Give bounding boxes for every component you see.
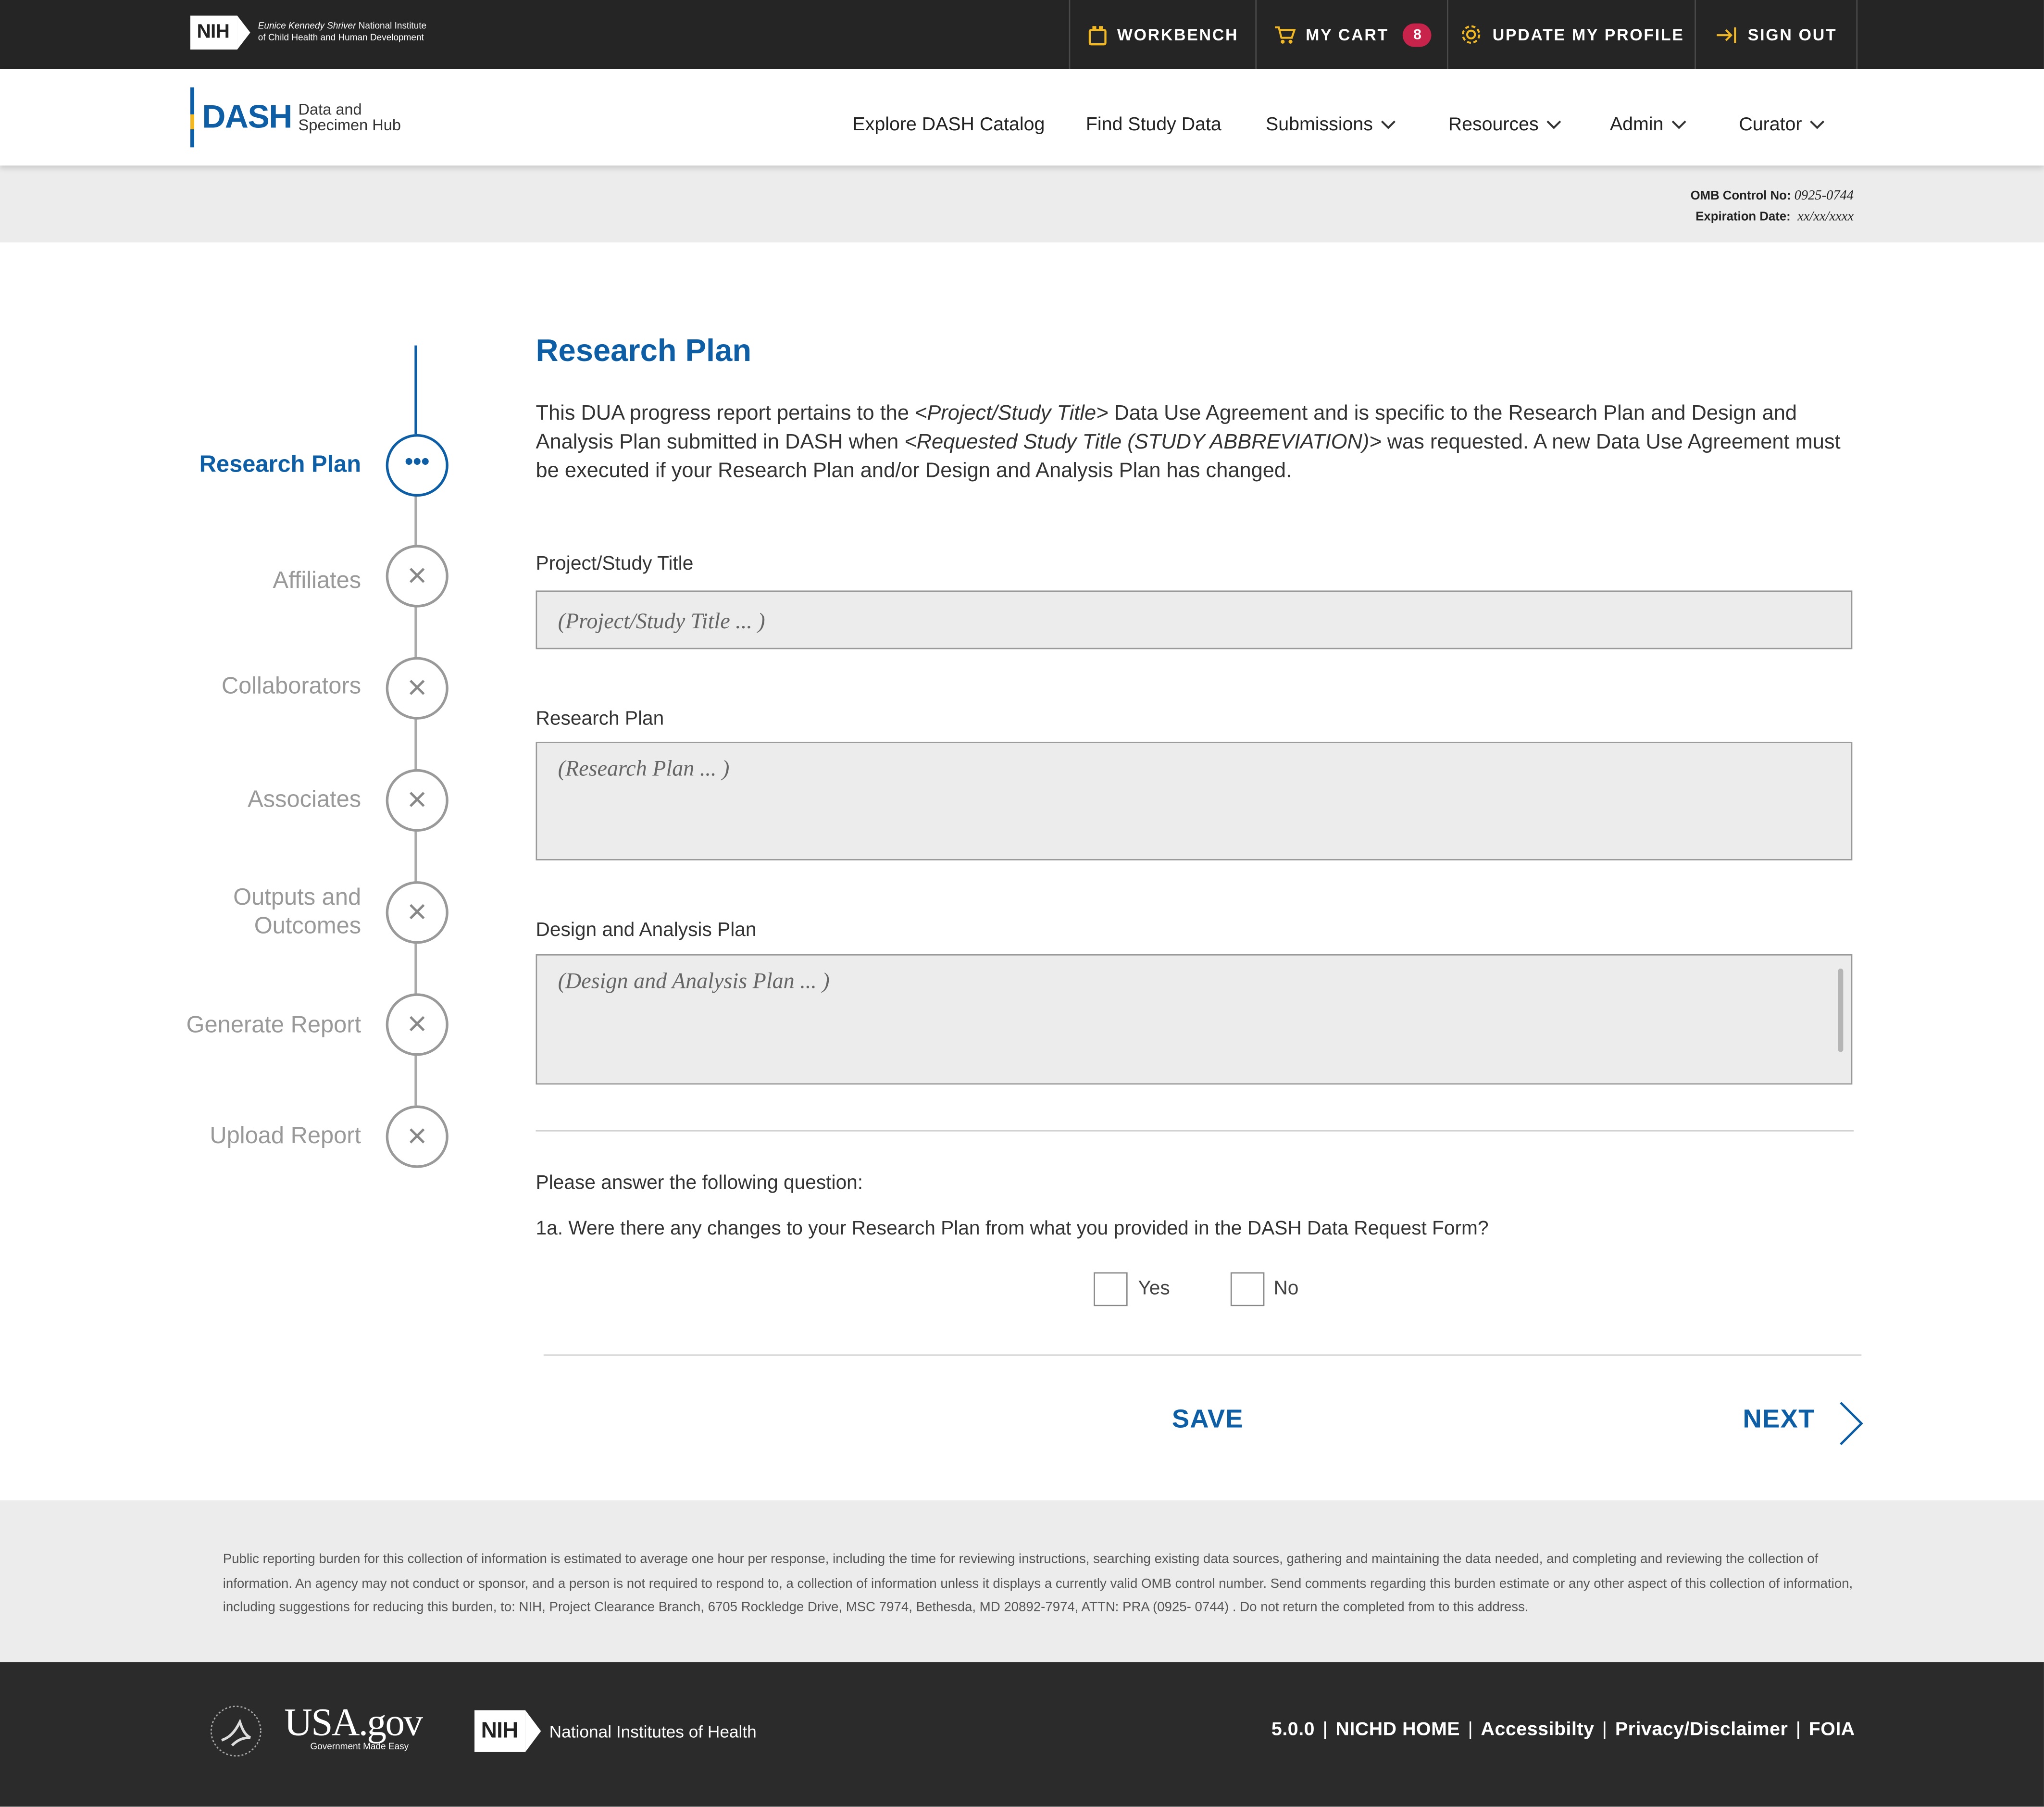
omb-band (0, 165, 2044, 242)
omb-expiration-label: Expiration Date: (1695, 210, 1791, 224)
close-icon: × (407, 1004, 427, 1043)
chevron-down-icon (1381, 120, 1396, 130)
step-associates-circle[interactable] (386, 769, 449, 832)
nichd-logo-line2: of Child Health and Human Development (258, 33, 424, 43)
burden-statement (0, 1500, 2044, 1662)
chevron-down-icon (1671, 120, 1687, 130)
stepper-line-active (414, 346, 417, 434)
research-plan-label: Research Plan (536, 708, 664, 730)
close-icon: × (407, 555, 427, 595)
nih-footer-badge: NIH (474, 1710, 526, 1752)
intro-study-placeholder: <Requested Study Title (STUDY ABBREVIATION)> (904, 431, 1382, 454)
yes-label[interactable]: Yes (1138, 1277, 1170, 1300)
nav-resources[interactable] (1448, 115, 1562, 136)
nav-explore-catalog[interactable] (852, 115, 1045, 136)
next-button[interactable]: NEXT (1743, 1405, 1815, 1434)
step-generate-report-label[interactable]: Generate Report (186, 1011, 361, 1038)
dash-logo-sub1: Data and (298, 100, 362, 119)
update-profile-label: UPDATE MY PROFILE (1492, 25, 1684, 44)
step-outputs-outcomes-circle[interactable] (386, 881, 449, 944)
nav-curator-label: Curator (1739, 114, 1802, 136)
workbench-label: WORKBENCH (1117, 25, 1239, 44)
nichd-home-link[interactable]: NICHD HOME (1335, 1719, 1460, 1741)
close-icon: × (407, 1116, 427, 1155)
yes-checkbox[interactable] (1094, 1272, 1128, 1307)
close-icon: × (407, 779, 427, 819)
omb-control (1691, 189, 1854, 203)
chevron-down-icon (1546, 120, 1562, 130)
hhs-seal-icon[interactable] (209, 1704, 263, 1758)
usa-gov-tagline: Government Made Easy (310, 1743, 409, 1752)
step-collaborators-circle[interactable] (386, 657, 449, 720)
nav-admin[interactable] (1610, 115, 1687, 136)
chevron-right-icon[interactable] (1830, 1400, 1867, 1447)
step-associates-label[interactable]: Associates (248, 786, 361, 812)
nichd-logo-line1: National Institute (356, 21, 427, 31)
step-outputs-outcomes-line2: Outcomes (254, 912, 361, 939)
nav-curator[interactable] (1739, 115, 1825, 136)
dash-logo-bar (190, 87, 194, 148)
page-title: Research Plan (536, 334, 752, 369)
nav-find-study-data[interactable] (1086, 115, 1221, 136)
update-profile-link[interactable] (1447, 0, 1696, 69)
nichd-logo-text (258, 20, 426, 44)
save-button[interactable]: SAVE (1172, 1405, 1244, 1434)
omb-expiration-value: xx/xx/xxxx (1797, 210, 1854, 224)
burden-text: Public reporting burden for this collection of information is estimated to average one hour per response, including the time for reviewing instructions, searching existing data sources, gathering and maintaining the data needed, and completing and reviewing the collection of information. An agency may not conduct or sponsor, and a person is not required to respond to, a collection of information unless it displays a currently valid OMB control number. Send comments regarding this burden estimate or any other aspect of this collection of information, including suggestions for reducing this burden, to: NIH, Project Clearance Branch, 6705 Rockledge Drive, MSC 7974, Bethesda, MD 20892-7974, ATTN: PRA (0925- 0744) . Do not return the completed from to this address. (223, 1552, 1853, 1615)
nih-logo-badge: NIH (190, 15, 237, 49)
my-cart-label: MY CART (1306, 25, 1389, 44)
close-icon: × (407, 667, 427, 707)
nih-footer-name: National Institutes of Health (549, 1721, 757, 1741)
usa-gov-wordmark: USA.gov (284, 1701, 422, 1745)
sign-out-link[interactable] (1695, 0, 1857, 69)
nichd-logo[interactable] (190, 14, 426, 50)
workbench-link[interactable] (1069, 0, 1257, 69)
nav-explore-catalog-label: Explore DASH Catalog (852, 114, 1045, 136)
footer (0, 1662, 2044, 1807)
footer-links: 5.0.0 | NICHD HOME | Accessibilty | Privacy/Disclaimer | FOIA (1271, 1719, 1855, 1741)
design-plan-placeholder: (Design and Analysis Plan ... ) (558, 968, 830, 994)
intro-text-2: Data Use Agreement and is specific to the Research Plan and Design and Analysis Plan submitted in DASH when (536, 402, 1797, 454)
question-1a: 1a. Were there any changes to your Research Plan from what you provided in the DASH Data Request Form? (536, 1217, 1489, 1240)
nih-footer-logo[interactable] (474, 1710, 757, 1752)
no-label[interactable]: No (1273, 1277, 1299, 1300)
omb-expiration (1695, 210, 1854, 224)
step-upload-report-label[interactable]: Upload Report (210, 1122, 361, 1149)
step-research-plan-label[interactable]: Research Plan (199, 451, 361, 477)
actions-divider (544, 1354, 1862, 1356)
step-outputs-outcomes-label[interactable] (233, 883, 361, 940)
gear-icon (1460, 24, 1482, 46)
step-generate-report-circle[interactable] (386, 993, 449, 1056)
design-plan-label: Design and Analysis Plan (536, 919, 757, 941)
usa-gov-logo[interactable] (284, 1701, 422, 1752)
question-intro: Please answer the following question: (536, 1171, 863, 1194)
chevron-down-icon (1810, 120, 1826, 130)
intro-project-placeholder: <Project/Study Title> (915, 402, 1109, 425)
accessibility-link[interactable]: Accessibilty (1481, 1719, 1595, 1741)
utility-bar (0, 0, 2044, 69)
dash-logo-word: DASH (202, 98, 292, 135)
dash-logo-sub2: Specimen Hub (298, 116, 401, 135)
design-plan-textarea[interactable] (536, 954, 1853, 1084)
privacy-disclaimer-link[interactable]: Privacy/Disclaimer (1615, 1719, 1788, 1741)
omb-control-label: OMB Control No: (1690, 189, 1791, 204)
foia-link[interactable]: FOIA (1808, 1719, 1855, 1741)
close-icon: × (407, 891, 427, 931)
step-affiliates-circle[interactable] (386, 545, 449, 607)
step-upload-report-circle[interactable] (386, 1106, 449, 1168)
my-cart-link[interactable] (1255, 0, 1448, 69)
step-collaborators-label[interactable]: Collaborators (221, 673, 361, 699)
nav-submissions[interactable] (1266, 115, 1396, 136)
textarea-scrollbar[interactable] (1838, 969, 1843, 1052)
dash-logo-subtitle (299, 102, 401, 133)
nav-find-study-data-label: Find Study Data (1085, 114, 1221, 136)
step-outputs-outcomes-line1: Outputs and (233, 884, 361, 910)
step-research-plan-circle[interactable] (386, 434, 449, 497)
nichd-logo-line1-italic: Eunice Kennedy Shriver (258, 21, 356, 31)
no-checkbox[interactable] (1231, 1272, 1265, 1307)
project-title-input[interactable] (536, 590, 1853, 649)
nav-admin-label: Admin (1609, 114, 1664, 136)
nav-resources-label: Resources (1448, 114, 1539, 136)
research-plan-placeholder: (Research Plan ... ) (558, 756, 730, 781)
version-text: 5.0.0 (1271, 1719, 1315, 1741)
project-title-label: Project/Study Title (536, 552, 694, 575)
intro-text-3: was requested. A new Data Use Agreement must be executed if your Research Plan and/or Design and Analysis Plan has changed. (536, 431, 1841, 483)
omb-control-value: 0925-0744 (1794, 189, 1854, 204)
cart-icon (1273, 24, 1295, 45)
nav-submissions-label: Submissions (1266, 114, 1373, 136)
research-plan-textarea[interactable] (536, 742, 1853, 860)
cart-count-badge: 8 (1403, 23, 1432, 46)
sign-out-label: SIGN OUT (1747, 25, 1837, 44)
more-dots-icon: ••• (405, 448, 430, 475)
intro-paragraph (536, 400, 1853, 486)
briefcase-icon (1088, 24, 1107, 45)
intro-text-1: This DUA progress report pertains to the (536, 402, 915, 425)
section-divider (536, 1130, 1854, 1132)
step-affiliates-label[interactable]: Affiliates (273, 567, 361, 593)
sign-out-icon (1715, 25, 1737, 44)
project-title-placeholder: (Project/Study Title ... ) (558, 609, 765, 634)
dash-logo[interactable] (190, 87, 401, 148)
